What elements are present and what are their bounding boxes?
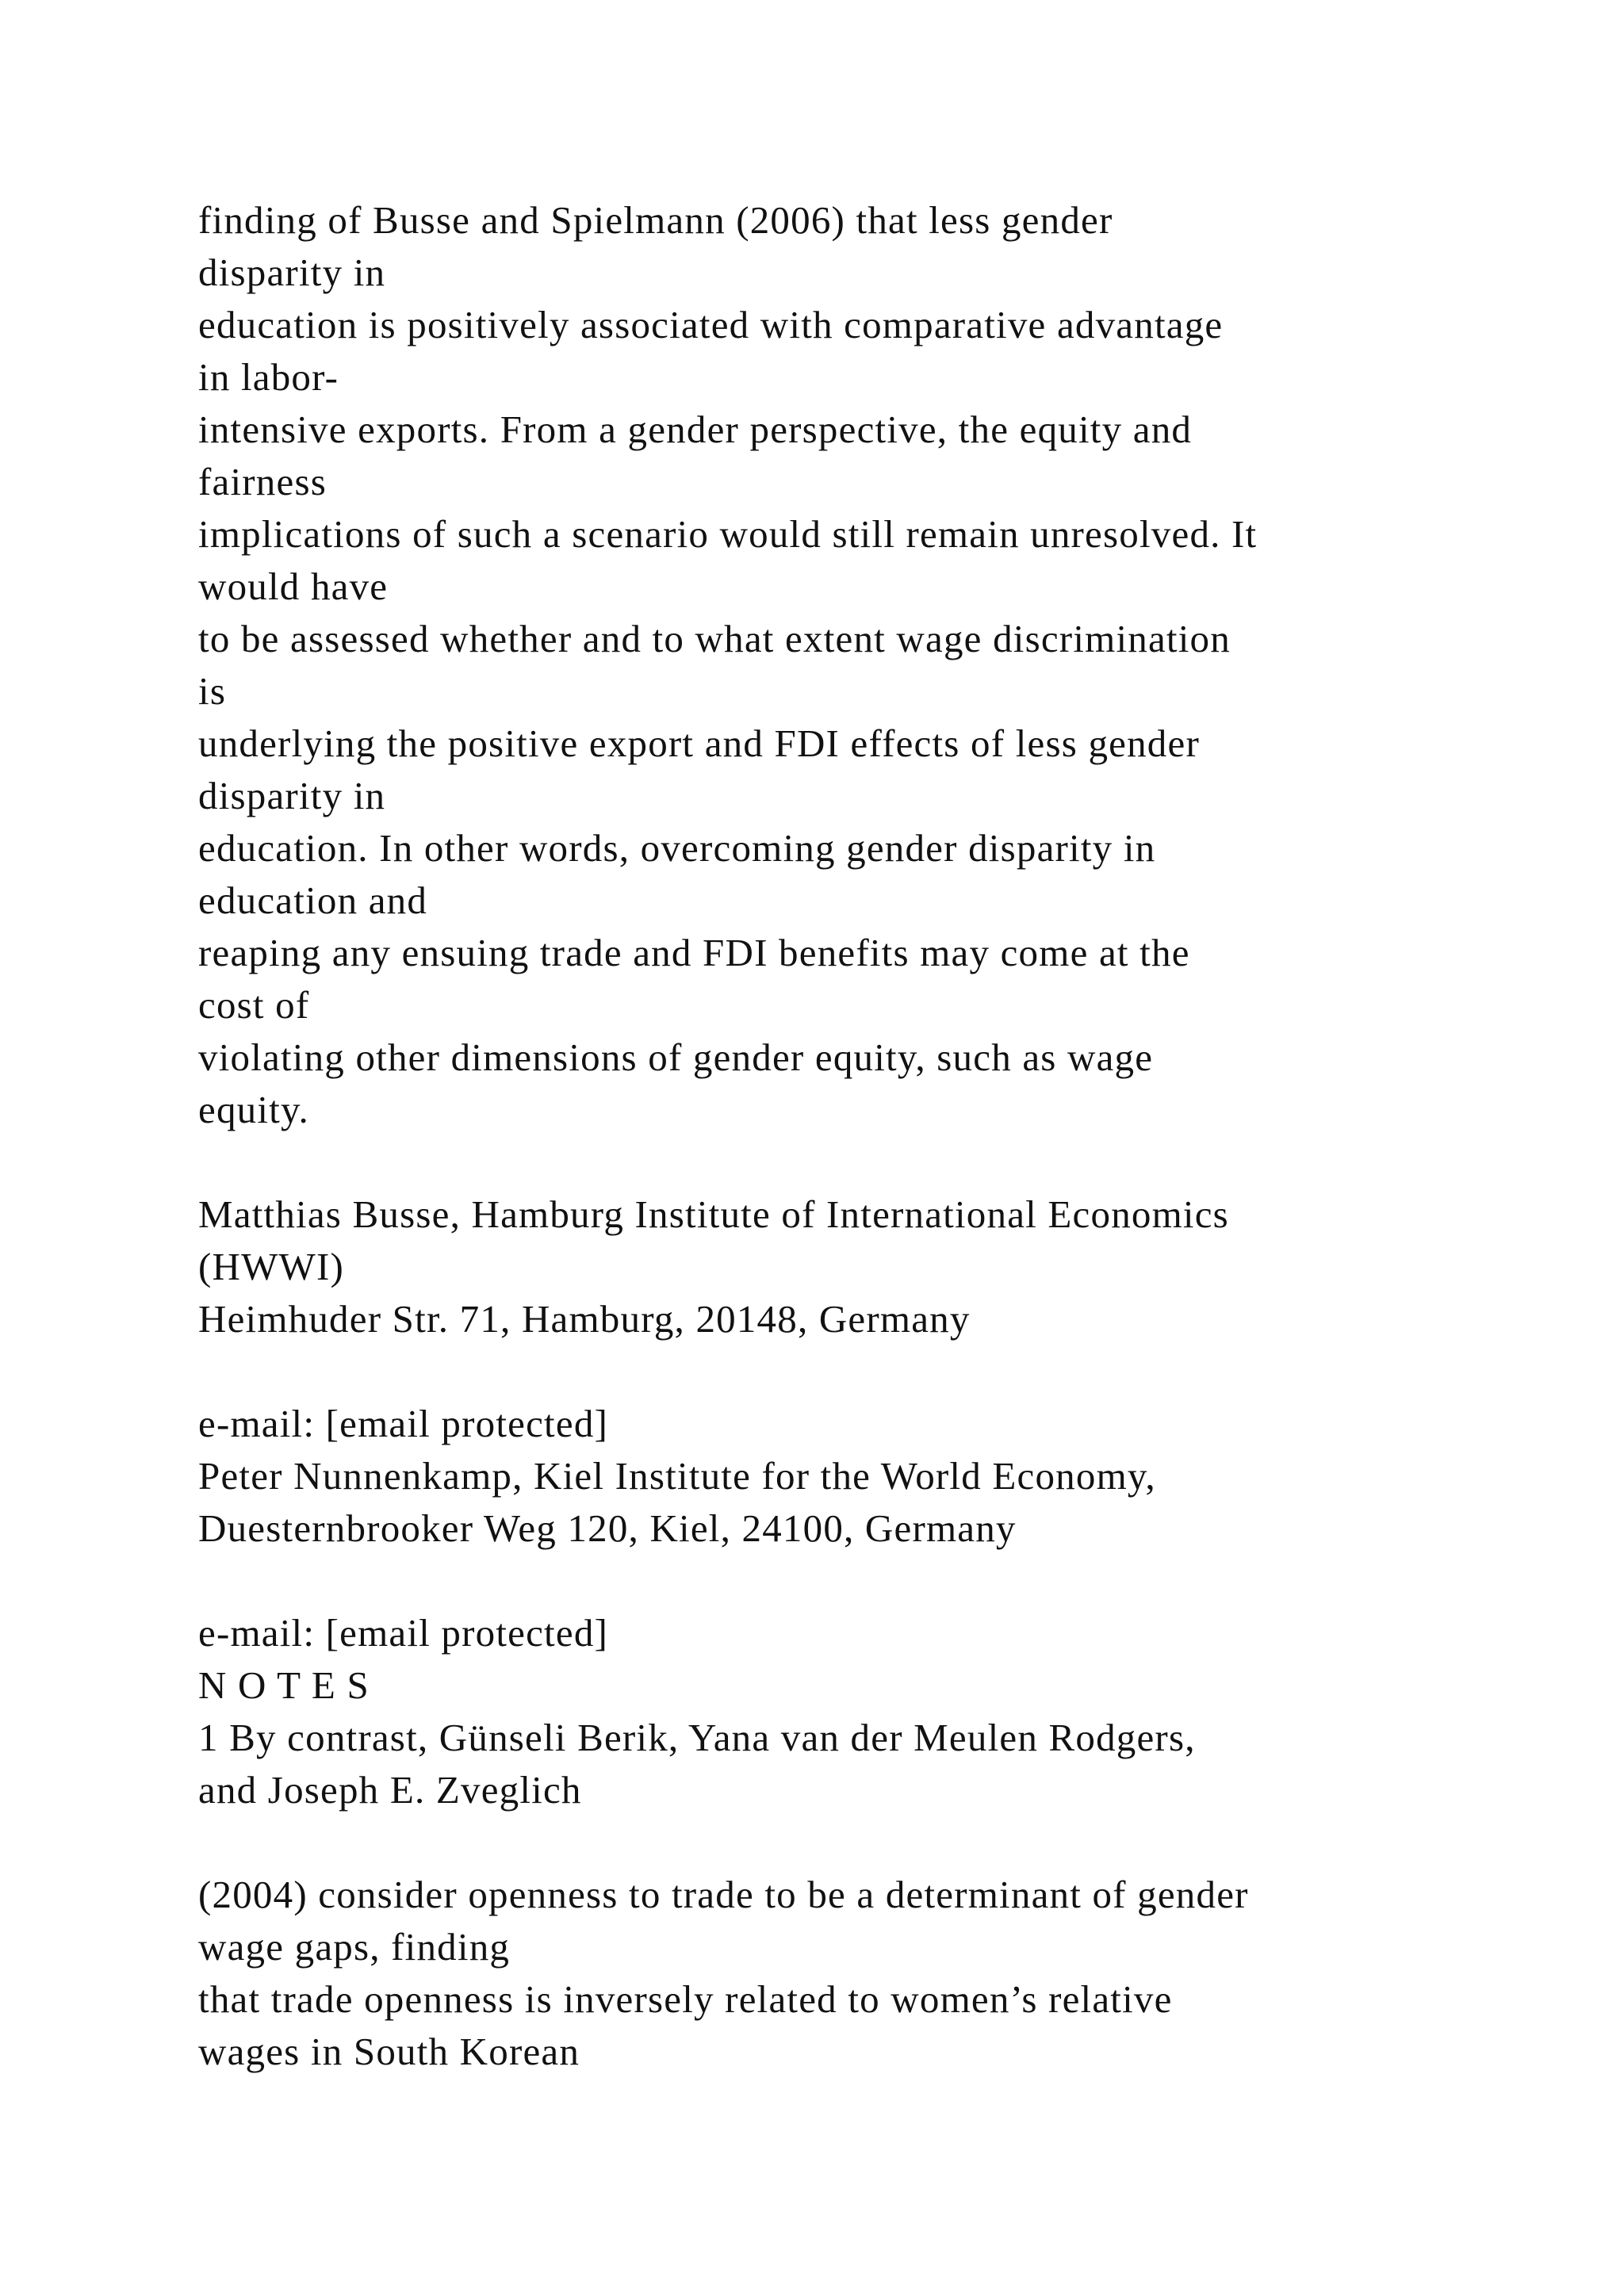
author-affiliation: (HWWI)	[198, 1245, 345, 1288]
text-line: fairness	[198, 460, 327, 503]
text-line: equity.	[198, 1088, 309, 1131]
text-line: education is positively associated with comparative advantage	[198, 303, 1224, 346]
author-address: Duesternbrooker Weg 120, Kiel, 24100, Germany	[198, 1506, 1017, 1550]
author-email: e-mail: [email protected]	[198, 1611, 609, 1655]
author-block-busse	[198, 1188, 1546, 1450]
note-text: that trade openness is inversely related to women’s relative	[198, 1977, 1173, 2021]
spacer	[198, 1816, 1546, 1869]
text-line: disparity in	[198, 251, 386, 294]
text-line: disparity in	[198, 774, 386, 817]
note-text: and Joseph E. Zveglich	[198, 1768, 582, 1812]
text-line: education and	[198, 878, 428, 922]
text-line: violating other dimensions of gender equity, such as wage	[198, 1035, 1154, 1079]
author-email: e-mail: [email protected]	[198, 1402, 609, 1445]
text-line: education. In other words, overcoming gender disparity in	[198, 826, 1156, 870]
text-line: implications of such a scenario would still remain unresolved. It	[198, 512, 1258, 556]
note-text: wages in South Korean	[198, 2030, 580, 2073]
spacer	[198, 1136, 1546, 1188]
notes-heading: N O T E S	[198, 1663, 370, 1707]
spacer	[198, 1345, 1546, 1398]
spacer	[198, 1555, 1546, 1607]
author-affiliation: Matthias Busse, Hamburg Institute of International Economics	[198, 1192, 1229, 1236]
note-text: wage gaps, finding	[198, 1925, 511, 1969]
text-line: reaping any ensuing trade and FDI benefits may come at the	[198, 931, 1190, 974]
text-line: finding of Busse and Spielmann (2006) that less gender	[198, 198, 1113, 242]
main-paragraph	[198, 194, 1546, 1136]
text-line: underlying the positive export and FDI effects of less gender	[198, 721, 1200, 765]
author-affiliation: Peter Nunnenkamp, Kiel Institute for the World Economy,	[198, 1454, 1156, 1498]
text-line: cost of	[198, 983, 310, 1027]
note-text: (2004) consider openness to trade to be a determinant of gender	[198, 1873, 1249, 1916]
text-line: would have	[198, 564, 389, 608]
text-line: intensive exports. From a gender perspective, the equity and	[198, 408, 1193, 451]
text-column	[198, 194, 1546, 2078]
text-line: to be assessed whether and to what extent wage discrimination	[198, 617, 1231, 660]
author-block-nunnenkamp	[198, 1450, 1546, 1659]
author-address: Heimhuder Str. 71, Hamburg, 20148, Germany	[198, 1297, 971, 1341]
text-line: is	[198, 669, 227, 713]
text-line: in labor-	[198, 355, 339, 399]
note-text: 1 By contrast, Günseli Berik, Yana van der Meulen Rodgers,	[198, 1716, 1196, 1759]
notes-section	[198, 1659, 1546, 2078]
